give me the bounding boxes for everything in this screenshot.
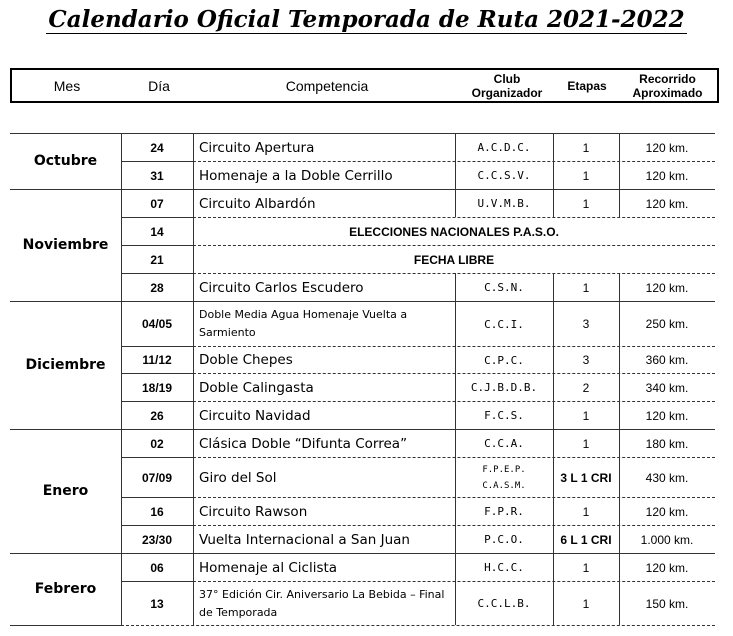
header-dia: Día (148, 77, 170, 94)
competition-name: Circuito Albardón (199, 195, 316, 212)
stages-cell: 1 (582, 596, 590, 611)
competition-name: Homenaje a la Doble Cerrillo (199, 167, 393, 184)
day-cell: 04/05 (141, 317, 173, 331)
competition-name: Circuito Navidad (199, 407, 311, 424)
competition-name: Circuito Apertura (199, 139, 315, 156)
distance-cell: 150 km. (645, 596, 689, 611)
club-cell: C.S.N. (484, 281, 524, 294)
distance-cell: 120 km. (645, 196, 689, 211)
club-cell (455, 458, 553, 497)
day-cell: 28 (150, 280, 164, 295)
distance-cell: 340 km. (645, 380, 689, 395)
club-cell: F.C.S. (484, 409, 524, 422)
page-title: Calendario Oficial Temporada de Ruta 2021-2022 (48, 6, 685, 33)
month-label: Diciembre (25, 357, 106, 373)
stages-cell: 1 (582, 168, 590, 183)
header-mes: Mes (53, 77, 81, 94)
day-cell: 11/12 (142, 353, 172, 367)
row-divider (121, 625, 715, 626)
club-cell: C.C.L.B. (477, 597, 531, 610)
competition-name: Doble Calingasta (199, 379, 314, 396)
competition-name: Vuelta Internacional a San Juan (199, 531, 410, 548)
header-competencia: Competencia (285, 77, 369, 94)
stages-cell: 3 (582, 353, 590, 367)
day-cell: 18/19 (141, 380, 173, 395)
header-club: Club Organizador (471, 71, 543, 100)
day-cell: 16 (150, 504, 164, 519)
club-cell: C.C.A. (484, 437, 524, 450)
stages-cell: 1 (582, 408, 590, 423)
stages-cell: 1 (582, 140, 590, 155)
distance-cell: 120 km. (645, 504, 689, 519)
distance-cell: 180 km. (645, 436, 689, 451)
club-cell: P.C.O. (484, 533, 524, 546)
club-cell: U.V.M.B. (477, 197, 531, 210)
club-name: C.A.S.M. (482, 480, 526, 491)
day-cell: 14 (150, 224, 164, 239)
club-cell: C.P.C. (484, 353, 524, 367)
day-cell: 07/09 (141, 470, 173, 485)
day-cell: 26 (150, 408, 164, 423)
stages-cell: 1 (582, 504, 590, 519)
day-cell: 06 (150, 560, 164, 575)
day-cell: 31 (150, 168, 164, 183)
day-cell: 21 (150, 252, 164, 267)
distance-cell: 250 km. (645, 317, 689, 331)
day-cell: 07 (150, 196, 164, 211)
stages-cell: 1 (582, 560, 590, 575)
table-header (10, 68, 719, 103)
stages-cell: 1 (582, 196, 590, 211)
distance-cell: 430 km. (645, 470, 689, 485)
distance-cell: 120 km. (645, 280, 689, 295)
day-cell: 24 (150, 140, 164, 155)
month-label: Octubre (33, 153, 98, 169)
club-cell: A.C.D.C. (477, 141, 531, 154)
distance-cell: 120 km. (645, 140, 689, 155)
row-divider (10, 625, 121, 626)
stages-cell: 2 (582, 380, 590, 395)
day-cell: 23/30 (141, 532, 173, 547)
stages-cell: 1 (582, 280, 590, 295)
notice-cell: FECHA LIBRE (413, 252, 495, 267)
day-cell: 02 (150, 436, 164, 451)
header-etapas: Etapas (567, 78, 607, 93)
day-cell: 13 (150, 596, 164, 611)
notice-cell: ELECCIONES NACIONALES P.A.S.O. (349, 224, 559, 239)
competition-name: 37° Edición Cir. Aniversario La Bebida – Final de Temporada (199, 587, 445, 619)
competition-name: Giro del Sol (199, 469, 277, 486)
header-recorrido: Recorrido Aproximado (632, 71, 703, 100)
month-label: Febrero (34, 581, 97, 597)
competition-name: Circuito Rawson (199, 503, 308, 520)
month-label: Noviembre (22, 237, 109, 253)
distance-cell: 120 km. (645, 168, 689, 183)
stages-cell: 3 L 1 CRI (560, 470, 612, 485)
competition-name: Doble Media Agua Homenaje Vuelta a Sarmiento (199, 308, 408, 339)
competition-name: Circuito Carlos Escudero (199, 279, 364, 296)
club-cell: F.P.R. (484, 505, 524, 518)
club-cell: C.J.B.D.B. (470, 381, 538, 394)
month-label: Enero (42, 483, 89, 499)
distance-cell: 120 km. (645, 408, 689, 423)
competition-name: Clásica Doble “Difunta Correa” (199, 435, 408, 452)
competition-name: Doble Chepes (199, 352, 293, 368)
stages-cell: 3 (582, 317, 590, 331)
distance-cell: 360 km. (645, 353, 689, 367)
distance-cell: 120 km. (645, 560, 689, 575)
distance-cell: 1.000 km. (640, 532, 694, 547)
club-cell: C.C.I. (484, 317, 524, 331)
club-cell: H.C.C. (484, 561, 524, 574)
stages-cell: 6 L 1 CRI (560, 532, 612, 547)
competition-name: Homenaje al Ciclista (199, 559, 338, 576)
stages-cell: 1 (582, 436, 590, 451)
club-name: F.P.E.P. (482, 464, 526, 475)
club-cell: C.C.S.V. (477, 169, 531, 182)
